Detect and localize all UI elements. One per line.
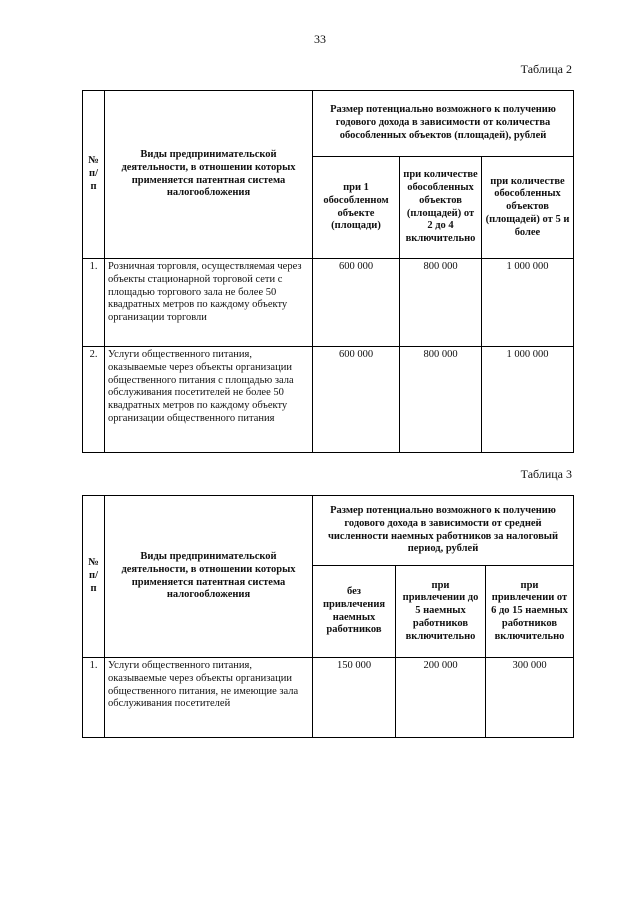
table-3-subheader-3: при привлечении от 6 до 15 наемных работников включительно (486, 566, 574, 658)
income-value: 200 000 (396, 658, 486, 738)
row-number: 1. (83, 658, 105, 738)
table-2-subheader-3: при количестве обособленных объектов (площадей) от 5 и более (482, 157, 574, 259)
income-value: 800 000 (400, 347, 482, 453)
table-2-col-num-header: № п/п (83, 91, 105, 259)
table-2-income-group-header: Размер потенциально возможного к получению годового дохода в зависимости от количества обособленных объектов (площадей), рублей (313, 91, 574, 157)
income-value: 1 000 000 (482, 347, 574, 453)
income-value: 600 000 (313, 259, 400, 347)
activity-description: Услуги общественного питания, оказываемые через объекты организации общественного питания с площадью зала обслуживания посетителей не более 50 квадратных метров по каждому объекту организации общественного питания (105, 347, 313, 453)
table-2-row-1 (83, 259, 574, 347)
table-2-header-row (83, 91, 574, 157)
table-3-row-1 (83, 658, 574, 738)
income-value: 600 000 (313, 347, 400, 453)
table-3-subheader-1: без привлечения наемных работников (313, 566, 396, 658)
table-3-subheader-2: при привлечении до 5 наемных работников включительно (396, 566, 486, 658)
income-value: 150 000 (313, 658, 396, 738)
table-2-caption: Таблица 2 (520, 62, 572, 76)
table-2 (82, 90, 574, 453)
income-value: 1 000 000 (482, 259, 574, 347)
table-2-subheader-2: при количестве обособленных объектов (площадей) от 2 до 4 включительно (400, 157, 482, 259)
activity-description: Розничная торговля, осуществляемая через объекты стационарной торговой сети с площадью торгового зала не более 50 квадратных метров по каждому объекту организации торговли (105, 259, 313, 347)
table-3 (82, 495, 574, 738)
table-3-header-row (83, 496, 574, 566)
table-2-col-activity-header: Виды предпринимательской деятельности, в отношении которых применяется патентная система налогообложения (105, 91, 313, 259)
activity-description: Услуги общественного питания, оказываемые через объекты организации общественного питания, не имеющие зала обслуживания посетителей (105, 658, 313, 738)
table-3-income-group-header: Размер потенциально возможного к получению годового дохода в зависимости от средней численности наемных работников за налоговый период, рублей (313, 496, 574, 566)
table-3-col-activity-header: Виды предпринимательской деятельности, в отношении которых применяется патентная система налогообложения (105, 496, 313, 658)
table-2-row-2 (83, 347, 574, 453)
income-value: 300 000 (486, 658, 574, 738)
page-number: 33 (314, 32, 326, 46)
row-number: 2. (83, 347, 105, 453)
row-number: 1. (83, 259, 105, 347)
table-3-caption: Таблица 3 (520, 467, 572, 481)
table-2-subheader-1: при 1 обособленном объекте (площади) (313, 157, 400, 259)
table-3-col-num-header: № п/п (83, 496, 105, 658)
income-value: 800 000 (400, 259, 482, 347)
